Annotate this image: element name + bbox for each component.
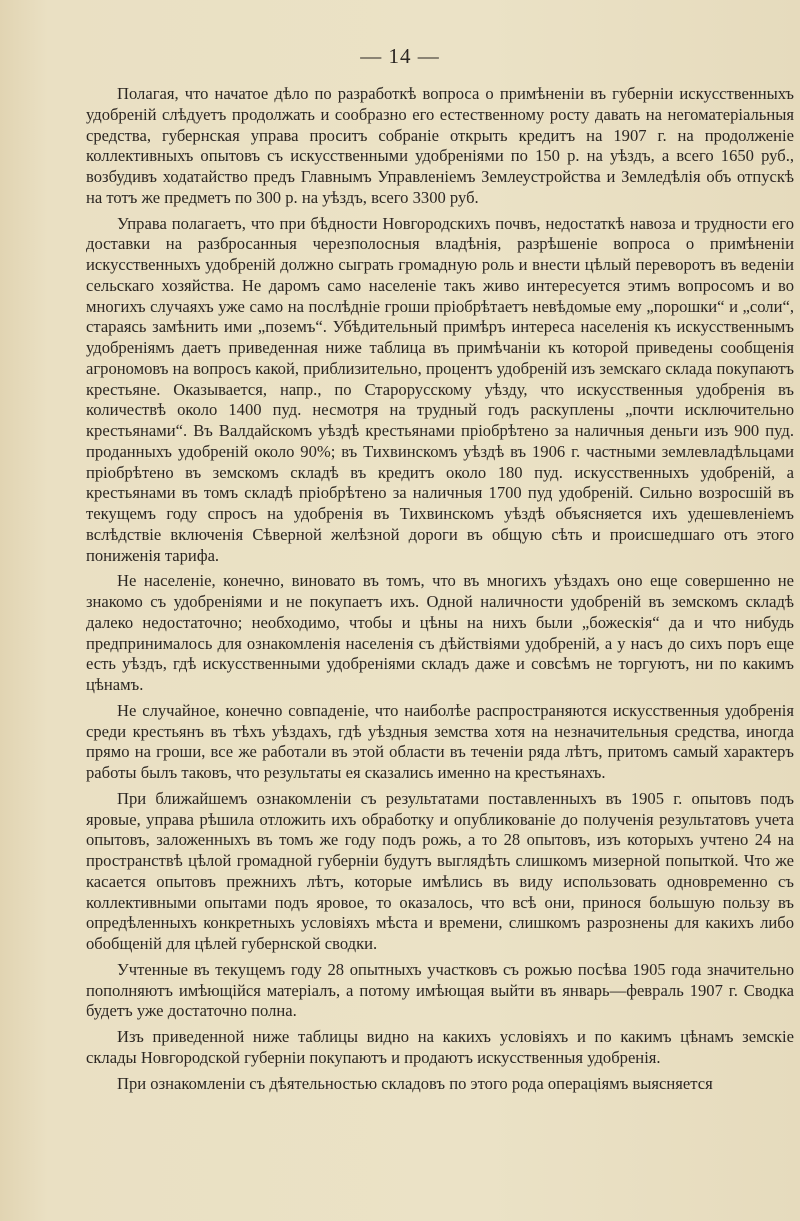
page-body [86,84,794,1094]
paragraph: Не случайное, конечно совпаденіе, что наиболѣе распространяются искусственныя удобренія среди крестьянъ въ тѣхъ уѣздахъ, гдѣ уѣздныя земства хотя на незначительныя средства, иногда прямо на гроши, все же работали въ этой области въ теченіи ряда лѣтъ, притомъ самый характеръ работы былъ таковъ, что результаты ея сказались именно на крестьянахъ. [86,700,794,782]
paragraph: Не населеніе, конечно, виновато въ томъ, что въ многихъ уѣздахъ оно еще совершенно не знакомо съ удобреніями и не покупаетъ ихъ. Одной наличности удобреній въ земскомъ складѣ далеко недостаточно; необходимо, чтобы и цѣны на нихъ были „божескія“ да и что нибудь предпринималось для ознакомленія населенія съ дѣйствіями удобреній, а у насъ до сихъ поръ еще есть уѣздъ, гдѣ искусственными удобреніями складъ даже и совсѣмъ не торгуютъ, ни по какимъ цѣнамъ. [86,571,794,694]
paragraph: При ознакомленіи съ дѣятельностью складовъ по этого рода операціямъ выясняется [117,1073,713,1093]
paragraph: При ближайшемъ ознакомленіи съ результатами поставленныхъ въ 1905 г. опытовъ подъ яровые, управа рѣшила отложить ихъ обработку и опубликованіе до полученія результатовъ учета опытовъ, заложенныхъ въ томъ же году подъ рожь, а то 28 опытовъ, изъ которыхъ учтено 24 на пространствѣ цѣлой громадной губерніи будутъ выглядѣть слишкомъ мизерной попыткой. Что же касается опытовъ прежнихъ лѣтъ, которые имѣлись въ виду использовать одновременно съ коллективными опытами подъ яровое, то оказалось, что всѣ они, принося большую пользу въ опредѣленныхъ конкретныхъ условіяхъ мѣста и времени, слишкомъ разрознены для какихъ либо обобщеній для цѣлей губернской сводки. [86,788,794,953]
paragraph: Полагая, что начатое дѣло по разработкѣ вопроса о примѣненіи въ губерніи искусственныхъ удобреній слѣдуетъ продолжать и сообразно его естественному росту давать на негоматеріальныя средства, губернская управа проситъ собраніе открыть кредитъ на 1907 г. на продолженіе коллективныхъ опытовъ съ искусственными удобреніями по 150 р. на уѣздъ, а всего 1650 руб., возбудивъ ходатайство предъ Главнымъ Управленіемъ Землеустройства и Земледѣлія объ отпускѣ на тотъ же предметъ по 300 р. на уѣздъ, всего 3300 руб. [86,84,794,207]
paragraph: Управа полагаетъ, что при бѣдности Новгородскихъ почвъ, недостаткѣ навоза и трудности его доставки на разбросанныя черезполосныя владѣнія, разрѣшеніе вопроса о примѣненіи искусственныхъ удобреній должно сыграть громадную роль и внести цѣлый переворотъ въ веденіи сельскаго хозяйства. Не даромъ само населеніе такъ живо интересуется этимъ вопросомъ и во многихъ случаяхъ уже само на послѣдніе гроши пріобрѣтаетъ невѣдомые ему „порошки“ и „соли“, стараясь замѣнить ими „поземъ“. Убѣдительный примѣръ интереса населенія къ искусственнымъ удобреніямъ даетъ приведенная ниже таблица въ примѣчаніи къ которой приведены сообщенія агрономовъ на вопросъ какой, приблизительно, процентъ удобреній изъ земскаго склада покупаютъ крестьяне. Оказывается, напр., по Старорусскому уѣзду, что искусственныя удобренія въ количествѣ около 1400 пуд. несмотря на трудный годъ раскуплены „почти исключительно крестьянами“. Въ Валдайскомъ уѣздѣ крестьянами пріобрѣтено за наличныя деньги изъ 900 пуд. проданныхъ удобреній около 90%; въ Тихвинскомъ уѣздѣ въ 1906 г. частными землевладѣльцами пріобрѣтено въ земскомъ складѣ въ кредитъ около 180 пуд. искусственныхъ удобреній, а крестьянами въ томъ складѣ пріобрѣтено за наличныя 1700 пуд удобреній. Сильно возросшій въ текущемъ году спросъ на удобренія въ Тихвинскомъ уѣздѣ объясняется ихъ удешевленіемъ вслѣдствіе включенія Сѣверной желѣзной дороги въ общую сѣть и происшедшаго отъ этого пониженія тарифа. [86,213,794,565]
page-number: — 14 — [360,44,440,68]
paragraph: Изъ приведенной ниже таблицы видно на какихъ условіяхъ и по какимъ цѣнамъ земскіе склады Новгородской губерніи покупаютъ и продаютъ искусственныя удобренія. [86,1027,794,1067]
paragraph: Учтенные въ текущемъ году 28 опытныхъ участковъ съ рожью посѣва 1905 года значительно пополняютъ имѣющійся матеріалъ, а потому имѣющая выйти въ январь—февраль 1907 г. Сводка будетъ уже достаточно полна. [86,959,794,1021]
